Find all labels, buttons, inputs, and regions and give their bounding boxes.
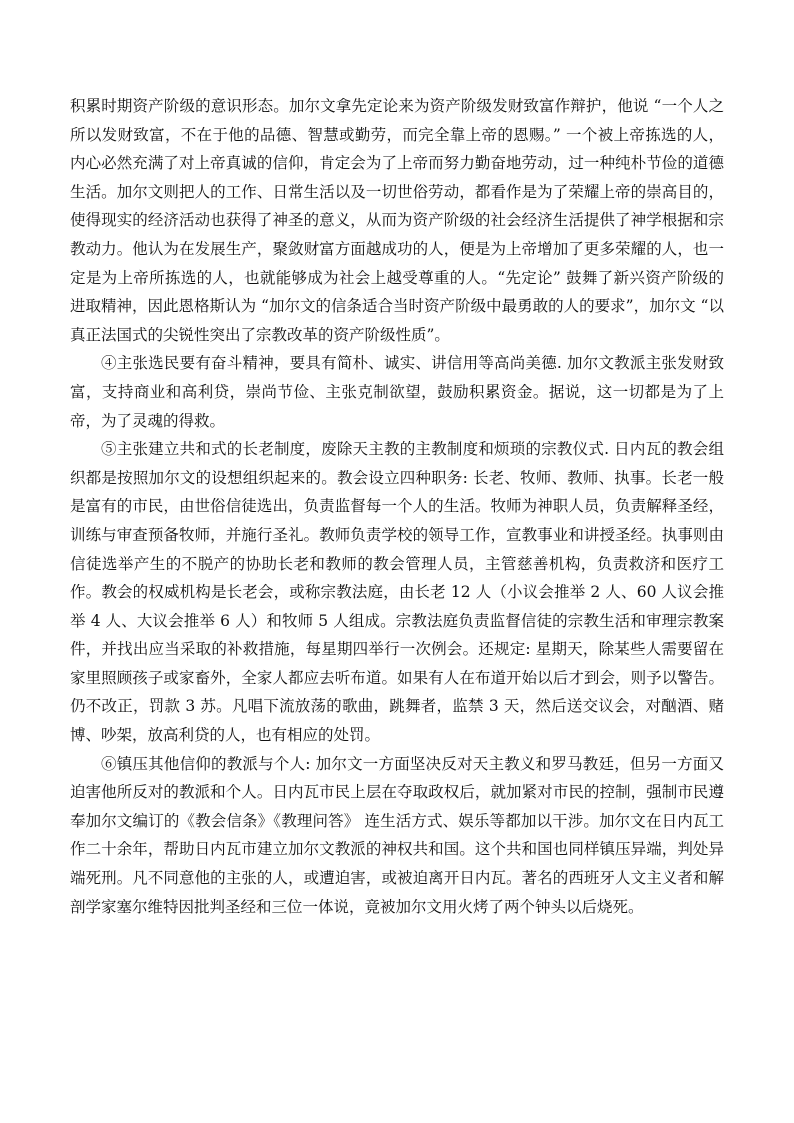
paragraph-point-4: ④主张选民要有奋斗精神，要具有简朴、诚实、讲信用等高尚美德. 加尔文教派主张发财致富，支持商业和高利贷，崇尚节俭、主张克制欲望，鼓励积累资金。据说，这一切都是为了上帝，为了灵魂的得救。 bbox=[70, 354, 724, 430]
document-body bbox=[70, 92, 724, 921]
paragraph-point-5: ⑤主张建立共和式的长老制度，废除天主教的主教制度和烦琐的宗教仪式. 日内瓦的教会组织都是按照加尔文的设想组织起来的。教会设立四种职务: 长老、牧师、教师、执事。长老一般是富有的市民，由世俗信徒选出，负责监督每一个人的生活。牧师为神职人员，负责解释圣经，训练与审查预备牧师，并施行圣礼。教师负责学校的领导工作，宣教事业和讲授圣经。执事则由信徒选举产生的不脱产的协助长老和教师的教会管理人员，主管慈善机构，负责救济和医疗工作。教会的权威机构是长老会，或称宗教法庭，由长老 12 人（小议会推举 2 人、60 人议会推举 4 人、大议会推举 6 人）和牧师 5 人组成。宗教法庭负责监督信徒的宗教生活和审理宗教案件，并找出应当采取的补救措施，每星期四举行一次例会。还规定: 星期天，除某些人需要留在家里照顾孩子或家畜外，全家人都应去听布道。如果有人在布道开始以后才到会，则予以警告。仍不改正，罚款 3 苏。凡唱下流放荡的歌曲，跳舞者，监禁 3 天，然后送交议会，对酗酒、赌博、吵架，放高利贷的人，也有相应的处罚。 bbox=[70, 440, 724, 745]
paragraph-continued: 积累时期资产阶级的意识形态。加尔文拿先定论来为资产阶级发财致富作辩护，他说 “一个人之所以发财致富，不在于他的品德、智慧或勤劳，而完全靠上帝的恩赐。” 一个被上帝拣选的人，内心必然充满了对上帝真诚的信仰，肯定会为了上帝而努力勤奋地劳动，过一种纯朴节俭的道德生活。加尔文则把人的工作、日常生活以及一切世俗劳动，都看作是为了荣耀上帝的崇高目的，使得现实的经济活动也获得了神圣的意义，从而为资产阶级的社会经济生活提供了神学根据和宗教动力。他认为在发展生产，聚敛财富方面越成功的人，便是为上帝增加了更多荣耀的人，也一定是为上帝所拣选的人，也就能够成为社会上越受尊重的人。“先定论” 鼓舞了新兴资产阶级的进取精神，因此恩格斯认为 “加尔文的信条适合当时资产阶级中最勇敢的人的要求”，加尔文 “以真正法国式的尖锐性突出了宗教改革的资产阶级性质”。 bbox=[70, 97, 724, 344]
paragraph-point-6: ⑥镇压其他信仰的教派与个人: 加尔文一方面坚决反对天主教义和罗马教廷，但另一方面又迫害他所反对的教派和个人。日内瓦市民上层在夺取政权后，就加紧对市民的控制，强制市民遵奉加尔文编订的《教会信条》《教理问答》 连生活方式、娱乐等都加以干涉。加尔文在日内瓦工作二十余年，帮助日内瓦市建立加尔文教派的神权共和国。这个共和国也同样镇压异端，判处异端死刑。凡不同意他的主张的人，或遭迫害，或被迫离开日内瓦。著名的西班牙人文主义者和解剖学家塞尔维特因批判圣经和三位一体说，竟被加尔文用火烤了两个钟头以后烧死。 bbox=[70, 754, 724, 916]
